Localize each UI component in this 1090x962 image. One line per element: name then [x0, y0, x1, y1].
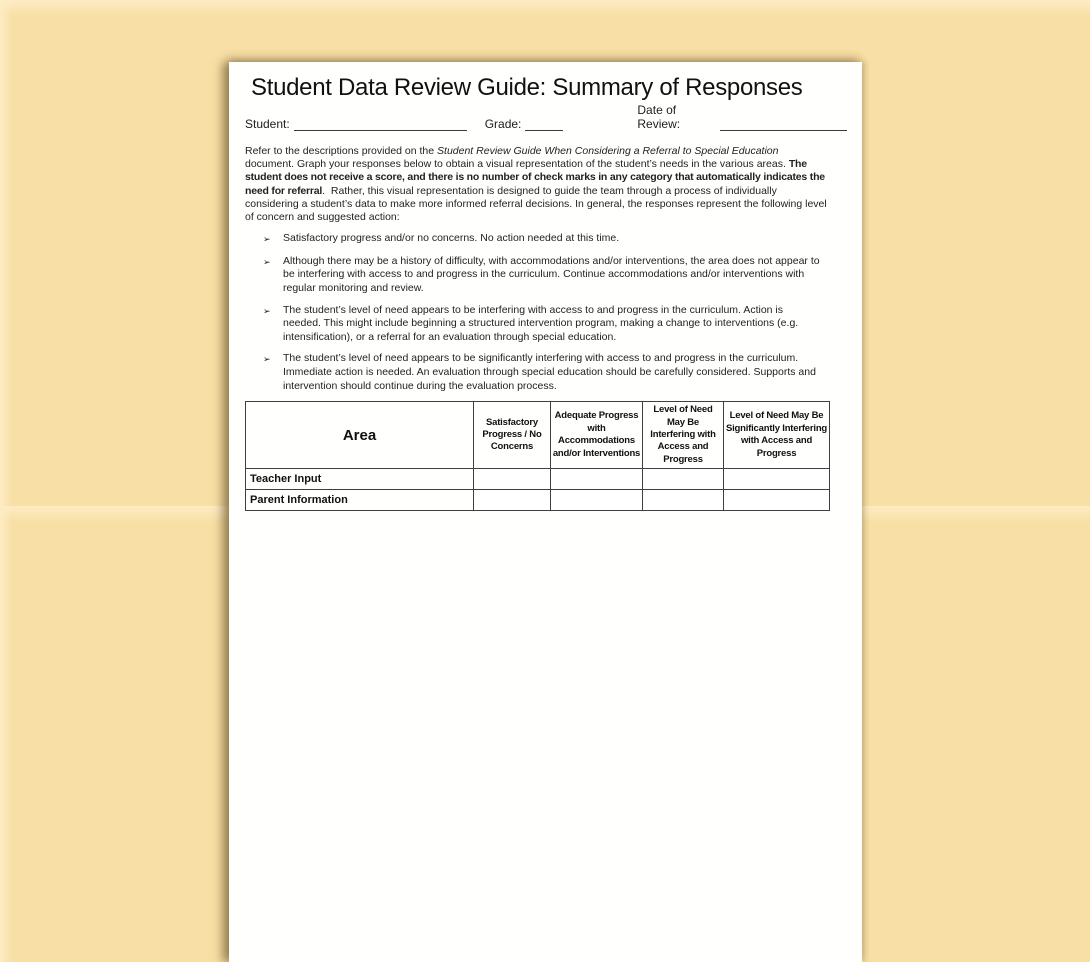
- table-row-teacher-input: [246, 469, 830, 490]
- table-header-satisfactory-progress: Satisfactory Progress / No Concerns: [474, 402, 551, 469]
- legend-item-satisfactory: [263, 232, 847, 247]
- response-cell: [724, 469, 830, 490]
- table-header-area: Area: [246, 402, 474, 469]
- date-of-review-field: [637, 103, 847, 131]
- date-of-review-blank-line: [720, 118, 847, 131]
- legend-item-text: The student’s level of need appears to be significantly interfering with access to and progress in the curriculum. Immediate action is needed. An evaluation through special education should be carefully considered. Supports and intervention should continue during the evaluation process.: [283, 352, 816, 392]
- response-cell: [474, 469, 551, 490]
- legend-item-interfering: [263, 304, 847, 345]
- student-blank-line: [294, 118, 467, 131]
- table-header-adequate-progress: Adequate Progress with Accommodations and/or Interventions: [551, 402, 643, 469]
- response-legend-list: [245, 232, 847, 393]
- arrow-bullet-icon: ➢: [263, 234, 271, 245]
- intro-text-2: document. Graph your responses below to obtain a visual representation of the student’s needs in the various areas.: [245, 158, 789, 171]
- table-row-parent-information: [246, 490, 830, 511]
- header-fields-row: [245, 103, 847, 131]
- legend-item-significantly-interfering: [263, 352, 847, 393]
- response-cell: [551, 469, 643, 490]
- grade-label: Grade:: [484, 117, 522, 131]
- table-header-need-significantly-interfering: Level of Need May Be Significantly Interfering with Access and Progress: [724, 402, 830, 469]
- intro-text-3: . Rather, this visual representation is designed to guide the team through a process of individually considering a student’s data to make more informed referral decisions. In general, the responses represent the following level of concern and suggested action:: [245, 184, 827, 224]
- grade-blank-line: [525, 118, 563, 131]
- response-cell: [643, 469, 724, 490]
- row-label-teacher-input: Teacher Input: [246, 469, 474, 490]
- legend-item-text: Satisfactory progress and/or no concerns. No action needed at this time.: [283, 232, 620, 245]
- date-of-review-label: Date of Review:: [637, 103, 681, 131]
- student-label: Student:: [245, 117, 290, 131]
- legend-item-adequate-progress: [263, 255, 847, 296]
- response-cell: [643, 490, 724, 511]
- response-cell: [474, 490, 551, 511]
- page-title: Student Data Review Guide: Summary of Responses: [251, 74, 803, 101]
- row-label-parent-information: Parent Information: [246, 490, 474, 511]
- response-cell: [551, 490, 643, 511]
- table-header-need-interfering: Level of Need May Be Interfering with Access and Progress: [643, 402, 724, 469]
- arrow-bullet-icon: ➢: [263, 305, 271, 316]
- no-score-emphasis: The student does not receive a score, and there is no number of check marks in any category that automatically indicates the need for referral: [245, 158, 825, 197]
- document-page: [229, 62, 862, 962]
- document-content: [229, 62, 862, 511]
- legend-item-text: Although there may be a history of difficulty, with accommodations and/or interventions, the area does not appear to be interfering with access to and progress in the curriculum. Continue accommodations and/or interventions with regular monitoring and review.: [283, 254, 820, 294]
- summary-of-responses-table: [245, 401, 830, 511]
- intro-text-1: Refer to the descriptions provided on the: [245, 145, 438, 157]
- intro-paragraph: [245, 145, 830, 224]
- response-cell: [724, 490, 830, 511]
- referral-guide-document-title: Student Review Guide When Considering a Referral to Special Education: [437, 145, 779, 157]
- student-field: [245, 117, 467, 131]
- table-header-row: [246, 402, 830, 469]
- legend-item-text: The student’s level of need appears to be interfering with access to and progress in the curriculum. Action is needed. This might include beginning a structured intervention program, making a change to interventions (e.g. intensification), or a referral for an evaluation through special education.: [283, 303, 799, 343]
- arrow-bullet-icon: ➢: [263, 256, 271, 267]
- arrow-bullet-icon: ➢: [263, 354, 271, 365]
- grade-field: [485, 117, 564, 131]
